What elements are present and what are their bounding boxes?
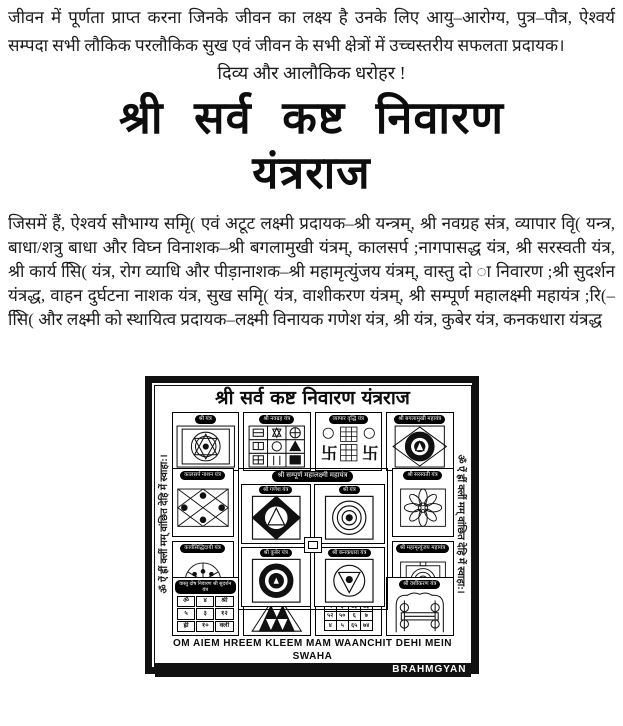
magic-square-cell: ७: [360, 611, 372, 621]
magic-square-cell: ६५: [348, 621, 360, 631]
cell-label: श्री कुबेर यंत्र: [260, 549, 292, 558]
cell-navgrah-yantra: [243, 412, 311, 471]
cell-label: श्री यंत्र: [195, 415, 216, 424]
sudarshan-yantra-icon: [175, 594, 237, 634]
tagline: दिव्य और आलौकिक धरोहर !: [217, 63, 406, 83]
right-mantra: [454, 411, 471, 637]
cell-kuber-yantra: [241, 547, 312, 607]
cell-vyapar-vriddhi-yantra: [315, 412, 383, 471]
cell-label: श्री गणेश यंत्र: [259, 486, 292, 495]
yantra-top-row: [172, 412, 454, 465]
left-mantra-text: ॐ ऐं ह्रीं क्लीं मम् वांछित देहि में स्वाहा:।: [159, 454, 170, 594]
kalsarp-yantra-icon: [175, 480, 231, 535]
vyapar-vriddhi-yantra-icon: [318, 424, 380, 469]
cell-label: कालसर्प नाशन यंत्र: [180, 471, 225, 480]
cell-saraswati-yantra: [392, 468, 454, 537]
magic-square-cell: ५: [336, 621, 348, 631]
kanakdhara-yantra-icon: [316, 557, 383, 605]
mahalakshmi-block: [238, 468, 388, 610]
left-mantra: [155, 411, 172, 637]
sudarshan-token: १२: [215, 608, 233, 619]
ganesh-yantra-icon: [243, 494, 310, 542]
description-paragraph: जिसमें हैं, ऐश्वर्य सौभाग्य समृि( एवं अटूट लक्ष्मी प्रदायक–श्री यन्त्रम्, श्री नवग्रह संत्र, व्यापार वृि( यन्त्र, बाधा/शत्रु बाधा और विघ्न विनाशक–श्री बगलामुखी यंत्रम्, कालसर्प ;नागपासद्ध यंत्र, श्री सरस्वती यंत्र, श्री कार्य सिि( यंत्र, रोग व्याधि और पीड़ानाशक–श्री महामृत्युंजय यंत्रम्, वास्तु दो ा निवारण ;श्री सुदर्शन यंत्रद्ध, वाहन दुर्घटना नाशक यंत्र, सुख समृि( यंत्र, वाशीकरण यंत्रम्, श्री सम्पूर्ण महालक्ष्मी महायंत्र ;रि(–सिि( और लक्ष्मी को स्थायित्व प्रदायक–लक्ष्मी विनायक गणेश यंत्र, श्री यंत्र, कुबेर यंत्र, कनकधारा यंत्रद्ध: [8, 214, 615, 329]
cell-kanakdhara-yantra: [314, 547, 385, 607]
swastika-right: 卐: [361, 443, 378, 463]
main-title-line1: श्री सर्व कष्ट निवारण: [118, 91, 505, 144]
sudarshan-token: ॐ: [177, 596, 195, 607]
mahalakshmi-title: श्री सम्पूर्ण महालक्ष्मी महायंत्र: [272, 471, 354, 482]
document-page: [0, 4, 623, 726]
sudarshan-token: ४: [196, 596, 214, 607]
brand-label: BRAHMGYAN: [155, 663, 471, 677]
cell-ganesh-yantra: [241, 484, 312, 544]
yantra-grid: [172, 411, 454, 637]
cell-sudarshan-yantra: [172, 577, 240, 636]
cell-shri-yantra-small: [314, 484, 385, 544]
cell-label: वास्तु दोष निवारण श्री सुदर्शन यंत्र: [175, 580, 237, 594]
yantra-title: श्री सर्व कष्ट निवारण यंत्रराज: [215, 387, 410, 409]
magic-square-cell: ५२: [324, 611, 336, 621]
shri-yantra-small-icon: [316, 494, 383, 542]
sudarshan-token: श्री: [215, 596, 233, 607]
bagalamukhi-yantra-icon: [389, 424, 451, 469]
magic-square-cell: ४: [324, 621, 336, 631]
sri-yantra-icon: [175, 424, 237, 469]
magic-square-cell: ६: [348, 611, 360, 621]
yantra-poster: [145, 376, 479, 674]
cell-bagalamukhi-yantra: [386, 412, 454, 471]
main-title-line2: यंत्रराज: [252, 146, 371, 199]
sudarshan-token: १०: [196, 621, 214, 632]
cell-shri-yantra: [172, 412, 240, 471]
intro-paragraph: जीवन में पूर्णता प्राप्त करना जिनके जीवन का लक्ष्य है उनके लिए आयु–आरोग्य, पुत्र–पौत्र, ऐश्वर्य सम्पदा सभी लौकिक परलौकिक सुख एवं जीवन के सभी क्षेत्रों में उच्चस्तरीय सफलता प्रदायक।: [8, 8, 615, 55]
saraswati-yantra-icon: [395, 480, 451, 535]
navgrah-yantra-icon: [246, 424, 308, 469]
cell-label: श्री वशीकरण यंत्र: [399, 580, 440, 589]
cell-kalsarp-yantra: [172, 468, 234, 537]
center-medallion-icon: [304, 537, 322, 553]
magic-square-cell: ७४: [360, 621, 372, 631]
cell-label: श्री यंत्र: [339, 486, 360, 495]
cell-label: श्री महामृत्युंजय महायंत्र: [396, 544, 449, 553]
right-mantra-text: ॐ ऐं ह्रीं क्लीं मम् वांछित देहि में स्वाहा:।: [455, 454, 466, 594]
cell-label: श्री सरस्वती यंत्र: [403, 471, 441, 480]
cell-label: श्री बगलामुखी महायंत्र: [394, 415, 445, 424]
sudarshan-token: क्ली: [215, 621, 233, 632]
cell-label: श्री नवग्रह यंत्र: [259, 415, 294, 424]
yantra-main: [155, 411, 471, 637]
sudarshan-token: ह्रीं: [177, 621, 195, 632]
cell-label: व्यापार वृद्धि यंत्र: [329, 415, 368, 424]
main-title: [0, 90, 623, 200]
kuber-yantra-icon: [243, 557, 310, 605]
cell-label: श्री कनकधारा यंत्र: [328, 549, 371, 558]
cell-label: कार्यसिद्धिदायी यंत्र: [180, 544, 225, 553]
yantra-middle-band: [172, 468, 454, 574]
vashikaran-yantra-icon: [389, 589, 451, 634]
swastika-left: 卐: [320, 443, 337, 463]
magic-square-cell: ५०: [336, 611, 348, 621]
cell-vashikaran-yantra: [386, 577, 454, 636]
sudarshan-token: ३: [196, 608, 214, 619]
sudarshan-token: ५: [177, 608, 195, 619]
bottom-mantra: OM AIEM HREEM KLEEM MAM WAANCHIT DEHI MEIN SWAHA: [173, 638, 452, 662]
yantra-poster-inner: [154, 385, 472, 675]
